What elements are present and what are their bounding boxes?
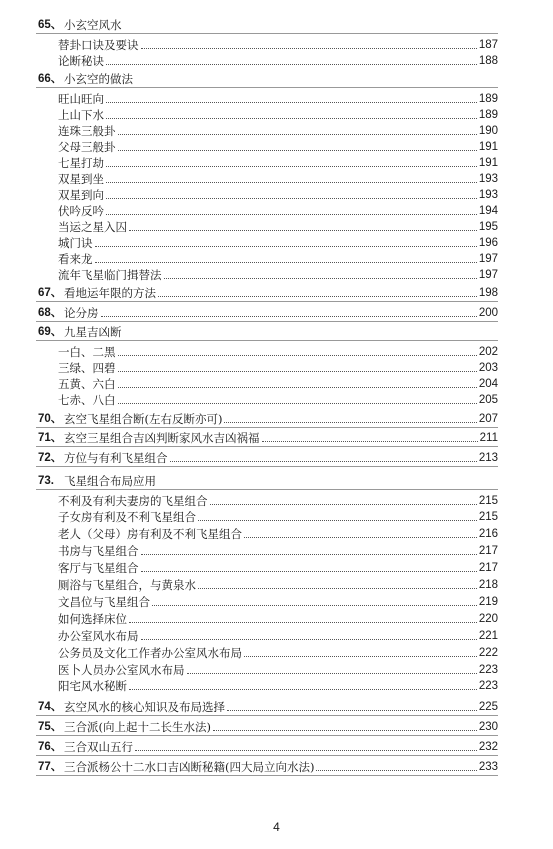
- toc-entry-title: 双星到坐: [58, 172, 104, 186]
- toc-chapter-row[interactable]: [38, 72, 498, 86]
- dot-leader: [152, 605, 477, 606]
- toc-entry-title: 流年飞星临门揖替法: [58, 268, 162, 282]
- toc-entry-title: 文昌位与飞星组合: [58, 595, 150, 609]
- chapter-rule: [36, 446, 498, 447]
- toc-page-number: 223: [478, 664, 498, 676]
- toc-entry-title: 伏吟反吟: [58, 204, 104, 218]
- toc-sub-row[interactable]: [58, 268, 498, 282]
- toc-sub-row[interactable]: [58, 92, 498, 106]
- toc-sub-row[interactable]: [58, 236, 498, 250]
- chapter-rule: [36, 321, 498, 322]
- toc-page-number: 193: [478, 189, 498, 201]
- toc-sub-row[interactable]: [58, 578, 498, 592]
- toc-chapter-number: 68、: [38, 307, 63, 319]
- toc-entry-title: 旺山旺向: [58, 92, 104, 106]
- toc-sub-row[interactable]: [58, 220, 498, 234]
- dot-leader: [106, 166, 477, 167]
- toc-sub-row[interactable]: [58, 345, 498, 359]
- toc-chapter-number: 69、: [38, 326, 63, 338]
- dot-leader: [164, 278, 477, 279]
- toc-chapter-number: 77、: [38, 761, 63, 773]
- toc-page-number: 220: [478, 613, 498, 625]
- toc-entry-title: 三绿、四碧: [58, 361, 116, 375]
- toc-chapter-row[interactable]: [38, 760, 498, 774]
- toc-sub-row[interactable]: [58, 510, 498, 524]
- toc-sub-row[interactable]: [58, 663, 498, 677]
- dot-leader: [187, 673, 477, 674]
- toc-page-number: 194: [478, 205, 498, 217]
- toc-entry-title: 厕浴与飞星组合，与黄泉水: [58, 578, 196, 592]
- chapter-rule: [36, 427, 498, 428]
- toc-entry-title: 城门诀: [58, 236, 93, 250]
- toc-sub-row[interactable]: [58, 646, 498, 660]
- dot-leader: [129, 230, 477, 231]
- toc-chapter-number: 70、: [38, 413, 63, 425]
- toc-entry-title: 方位与有利飞星组合: [64, 451, 168, 465]
- toc-sub-row[interactable]: [58, 172, 498, 186]
- toc-chapter-row[interactable]: [38, 412, 498, 426]
- dot-leader: [129, 622, 477, 623]
- toc-page-number: 202: [478, 346, 498, 358]
- dot-leader: [244, 537, 477, 538]
- toc-entry-title: 客厅与飞星组合: [58, 561, 139, 575]
- toc-chapter-number: 65、: [38, 19, 63, 31]
- dot-leader: [129, 689, 477, 690]
- dot-leader: [135, 750, 477, 751]
- toc-sub-row[interactable]: [58, 612, 498, 626]
- toc-entry-title: 论分房: [64, 306, 99, 320]
- toc-entry-title: 当运之星入囚: [58, 220, 127, 234]
- toc-page-number: 198: [478, 287, 498, 299]
- toc-sub-row[interactable]: [58, 393, 498, 407]
- toc-sub-row[interactable]: [58, 140, 498, 154]
- toc-chapter-number: 66、: [38, 73, 63, 85]
- toc-chapter-row[interactable]: [38, 700, 498, 714]
- toc-entry-title: 七星打劫: [58, 156, 104, 170]
- toc-chapter-row[interactable]: [38, 720, 498, 734]
- toc-page-number: 188: [478, 55, 498, 67]
- chapter-rule: [36, 489, 498, 490]
- toc-page-number: 219: [478, 596, 498, 608]
- toc-chapter-number: 76、: [38, 741, 63, 753]
- dot-leader: [95, 246, 477, 247]
- chapter-rule: [36, 301, 498, 302]
- dot-leader: [198, 520, 477, 521]
- toc-sub-row[interactable]: [58, 252, 498, 266]
- toc-entry-title: 看地运年限的方法: [64, 286, 156, 300]
- toc-entry-title: 医卜人员办公室风水布局: [58, 663, 185, 677]
- toc-page-number: 193: [478, 173, 498, 185]
- dot-leader: [106, 102, 477, 103]
- toc-sub-row[interactable]: [58, 595, 498, 609]
- toc-page-number: 187: [478, 39, 498, 51]
- toc-chapter-row[interactable]: [38, 286, 498, 300]
- toc-page-number: 200: [478, 307, 498, 319]
- toc-sub-row[interactable]: [58, 124, 498, 138]
- toc-entry-title: 书房与飞星组合: [58, 544, 139, 558]
- toc-page-number: 217: [478, 562, 498, 574]
- dot-leader: [141, 554, 477, 555]
- toc-sub-row[interactable]: [58, 108, 498, 122]
- toc-entry-title: 上山下水: [58, 108, 104, 122]
- chapter-rule: [36, 466, 498, 467]
- dot-leader: [210, 504, 477, 505]
- dot-leader: [227, 710, 477, 711]
- toc-entry-title: 双星到向: [58, 188, 104, 202]
- toc-chapter-number: 67、: [38, 287, 63, 299]
- toc-page-number: 217: [478, 545, 498, 557]
- toc-page-number: 218: [478, 579, 498, 591]
- dot-leader: [141, 571, 477, 572]
- toc-sub-row[interactable]: [58, 629, 498, 643]
- toc-page-number: 216: [478, 528, 498, 540]
- toc-page-number: 211: [479, 432, 498, 444]
- toc-entry-title: 玄空飞星组合断(左右反断亦可): [64, 412, 223, 426]
- toc-page-number: 233: [478, 761, 498, 773]
- dot-leader: [170, 461, 477, 462]
- toc-page-number: 222: [478, 647, 498, 659]
- toc-sub-row[interactable]: [58, 54, 498, 68]
- toc-sub-row[interactable]: [58, 561, 498, 575]
- toc-sub-row[interactable]: [58, 527, 498, 541]
- toc-entry-title: 九星吉凶断: [64, 325, 122, 339]
- dot-leader: [158, 296, 477, 297]
- toc-entry-title: 一白、二黑: [58, 345, 116, 359]
- toc-sub-row[interactable]: [58, 544, 498, 558]
- toc-sub-row[interactable]: [58, 204, 498, 218]
- chapter-rule: [36, 340, 498, 341]
- dot-leader: [244, 656, 477, 657]
- toc-page-number: 203: [478, 362, 498, 374]
- dot-leader: [106, 64, 477, 65]
- toc-entry-title: 五黄、六白: [58, 377, 116, 391]
- toc-entry-title: 公务员及文化工作者办公室风水布局: [58, 646, 242, 660]
- dot-leader: [118, 134, 477, 135]
- toc-sub-row[interactable]: [58, 188, 498, 202]
- toc-entry-title: 老人（父母）房有利及不利飞星组合: [58, 527, 242, 541]
- dot-leader: [101, 316, 477, 317]
- toc-chapter-number: 71、: [38, 432, 63, 444]
- toc-sub-row[interactable]: [58, 377, 498, 391]
- toc-chapter-row[interactable]: [38, 431, 498, 445]
- toc-entry-title: 论断秘诀: [58, 54, 104, 68]
- toc-entry-title: 飞星组合布局应用: [64, 474, 156, 488]
- toc-page-number: 191: [478, 141, 498, 153]
- toc-entry-title: 小玄空风水: [64, 18, 122, 32]
- page-number: 4: [273, 820, 280, 834]
- toc-entry-title: 看来龙: [58, 252, 93, 266]
- chapter-rule: [36, 755, 498, 756]
- dot-leader: [106, 118, 477, 119]
- toc-entry-title: 替卦口诀及要诀: [58, 38, 139, 52]
- dot-leader: [106, 198, 477, 199]
- dot-leader: [118, 387, 477, 388]
- toc-entry-title: 玄空三星组合吉凶判断家风水吉凶祸福: [64, 431, 260, 445]
- toc-entry-title: 不利及有利夫妻房的飞星组合: [58, 494, 208, 508]
- toc-page-number: 195: [478, 221, 498, 233]
- dot-leader: [141, 639, 477, 640]
- toc-chapter-number: 73.: [38, 475, 54, 487]
- toc-page-number: 225: [478, 701, 498, 713]
- toc-chapter-row[interactable]: [38, 451, 498, 465]
- toc-entry-title: 七赤、八白: [58, 393, 116, 407]
- toc-entry-title: 子女房有利及不利飞星组合: [58, 510, 196, 524]
- toc-page-number: 204: [478, 378, 498, 390]
- toc-chapter-row[interactable]: [38, 325, 498, 339]
- toc-page-number: 189: [478, 109, 498, 121]
- toc-sub-row[interactable]: [58, 156, 498, 170]
- toc-page-number: 215: [478, 495, 498, 507]
- toc-entry-title: 父母三般卦: [58, 140, 116, 154]
- toc-chapter-row[interactable]: [38, 740, 498, 754]
- toc-sub-row[interactable]: [58, 361, 498, 375]
- toc-page-number: 190: [478, 125, 498, 137]
- toc-page-number: 215: [478, 511, 498, 523]
- chapter-rule: [36, 735, 498, 736]
- chapter-rule: [36, 33, 498, 34]
- toc-sub-row[interactable]: [58, 38, 498, 52]
- dot-leader: [106, 182, 477, 183]
- toc-entry-title: 三合派(向上起十二长生水法): [64, 720, 211, 734]
- dot-leader: [106, 214, 477, 215]
- toc-page-number: 213: [478, 452, 498, 464]
- toc-page-number: 197: [478, 269, 498, 281]
- toc-entry-title: 三合派杨公十二水口吉凶断秘籍(四大局立向水法): [64, 760, 315, 774]
- dot-leader: [118, 371, 477, 372]
- toc-entry-title: 办公室风水布局: [58, 629, 139, 643]
- toc-page-number: 223: [478, 680, 498, 692]
- toc-page-number: 191: [478, 157, 498, 169]
- toc-sub-row[interactable]: [58, 494, 498, 508]
- toc-chapter-number: 75、: [38, 721, 63, 733]
- toc-page-number: 196: [478, 237, 498, 249]
- toc-page-number: 221: [478, 630, 498, 642]
- toc-page-number: 230: [478, 721, 498, 733]
- chapter-rule: [36, 715, 498, 716]
- chapter-rule: [36, 87, 498, 88]
- toc-entry-title: 三合双山五行: [64, 740, 133, 754]
- chapter-rule: [36, 775, 498, 776]
- toc-chapter-number: 74、: [38, 701, 63, 713]
- dot-leader: [316, 770, 476, 771]
- toc-entry-title: 如何选择床位: [58, 612, 127, 626]
- toc-entry-title: 阳宅风水秘断: [58, 679, 127, 693]
- toc-page-number: 189: [478, 93, 498, 105]
- toc-page-number: 232: [478, 741, 498, 753]
- toc-entry-title: 小玄空的做法: [64, 72, 133, 86]
- dot-leader: [198, 588, 477, 589]
- toc-entry-title: 连珠三般卦: [58, 124, 116, 138]
- dot-leader: [213, 730, 477, 731]
- toc-sub-row[interactable]: [58, 679, 498, 693]
- dot-leader: [95, 262, 477, 263]
- dot-leader: [118, 403, 477, 404]
- toc-page-number: 197: [478, 253, 498, 265]
- dot-leader: [141, 48, 477, 49]
- toc-chapter-row[interactable]: [38, 18, 498, 32]
- toc-chapter-number: 72、: [38, 452, 63, 464]
- toc-entry-title: 玄空风水的核心知识及布局选择: [64, 700, 225, 714]
- toc-chapter-row[interactable]: [38, 306, 498, 320]
- dot-leader: [118, 150, 477, 151]
- dot-leader: [224, 422, 476, 423]
- toc-chapter-row[interactable]: [38, 474, 498, 488]
- dot-leader: [118, 355, 477, 356]
- toc-page-number: 205: [478, 394, 498, 406]
- dot-leader: [262, 441, 478, 442]
- toc-page-number: 207: [478, 413, 498, 425]
